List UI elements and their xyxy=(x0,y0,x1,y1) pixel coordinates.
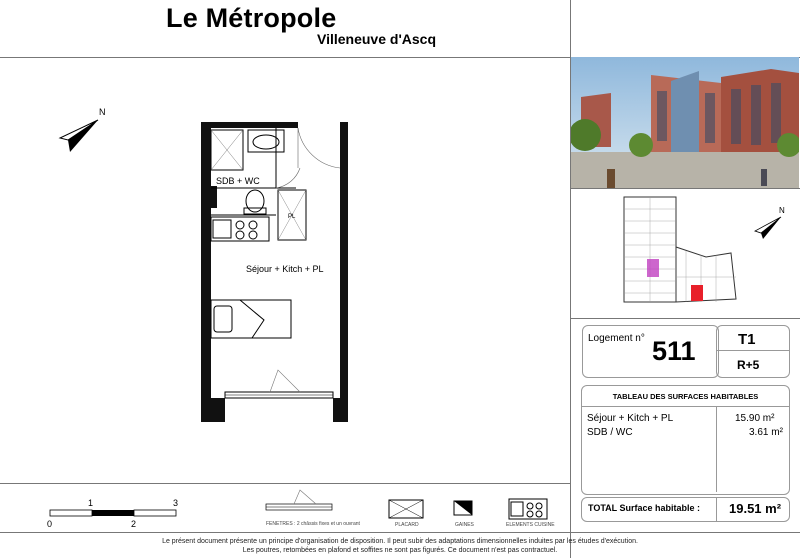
legend-fenetres: FENETRES : 2 châssis fixes et un ouvrant xyxy=(266,521,360,527)
scale-bar xyxy=(40,496,200,530)
gaines-legend-icon xyxy=(453,500,473,518)
legend-divider xyxy=(0,483,570,484)
cuisine-legend-icon xyxy=(508,498,548,520)
total-value: 19.51 m² xyxy=(729,501,782,516)
type-divider xyxy=(716,350,790,351)
surfaces-title: TABLEAU DES SURFACES HABITABLES xyxy=(612,392,759,401)
room-label-sejour: Séjour + Kitch + PL xyxy=(246,264,324,274)
key-plan xyxy=(571,189,800,318)
logement-number: 511 xyxy=(652,336,696,366)
surfaces-table xyxy=(581,385,790,495)
scale-tick-1: 1 xyxy=(88,498,94,508)
project-city: Villeneuve d'Ascq xyxy=(317,31,437,47)
legend-placard: PLACARD xyxy=(395,522,419,528)
surface-label-sejour: Séjour + Kitch + PL xyxy=(587,413,674,424)
surface-value-sdb: 3.61 m² xyxy=(749,427,783,438)
logement-label: Logement n° xyxy=(588,333,645,344)
legend-cuisine: ELEMENTS CUISINE xyxy=(506,522,555,528)
keyplan-north-icon xyxy=(755,206,785,239)
building-rendering xyxy=(571,57,799,188)
project-title: Le Métropole xyxy=(166,3,337,33)
surfaces-column-line xyxy=(716,406,717,492)
legend-gaines: GAINES xyxy=(455,522,474,528)
window-legend-icon xyxy=(264,488,334,516)
scale-tick-0: 0 xyxy=(47,519,53,529)
apartment-marker xyxy=(691,285,703,301)
keyplan-north-label: N xyxy=(779,206,785,215)
placard-legend-icon xyxy=(388,499,424,519)
keyplan-divider xyxy=(571,318,800,319)
disclaimer-line-1: Le présent document présente un principe d'organisation de disposition. Il peut subir des adaptations dimensionnelles induites par les études d'exécution. xyxy=(162,538,638,545)
surface-label-sdb: SDB / WC xyxy=(587,427,633,438)
disclaimer xyxy=(0,537,800,555)
total-column-line xyxy=(716,497,717,522)
floor-plan xyxy=(0,58,570,483)
placard-label: PL xyxy=(288,214,296,220)
surfaces-header-line xyxy=(581,406,790,407)
core-marker xyxy=(647,259,659,277)
logement-floor: R+5 xyxy=(737,358,760,372)
room-label-sdb: SDB + WC xyxy=(216,176,260,186)
total-label: TOTAL Surface habitable : xyxy=(588,503,701,513)
north-label: N xyxy=(99,107,106,117)
disclaimer-line-2: Les poutres, retombées en plafond et soffites ne sont pas figurés. Ce document n'est pas contractuel. xyxy=(242,547,558,554)
footer-divider xyxy=(0,532,800,533)
surface-value-sejour: 15.90 m² xyxy=(735,413,775,424)
logement-type: T1 xyxy=(738,331,756,348)
scale-tick-3: 3 xyxy=(173,498,179,508)
scale-tick-2: 2 xyxy=(131,519,137,529)
north-arrow-icon xyxy=(60,107,106,152)
